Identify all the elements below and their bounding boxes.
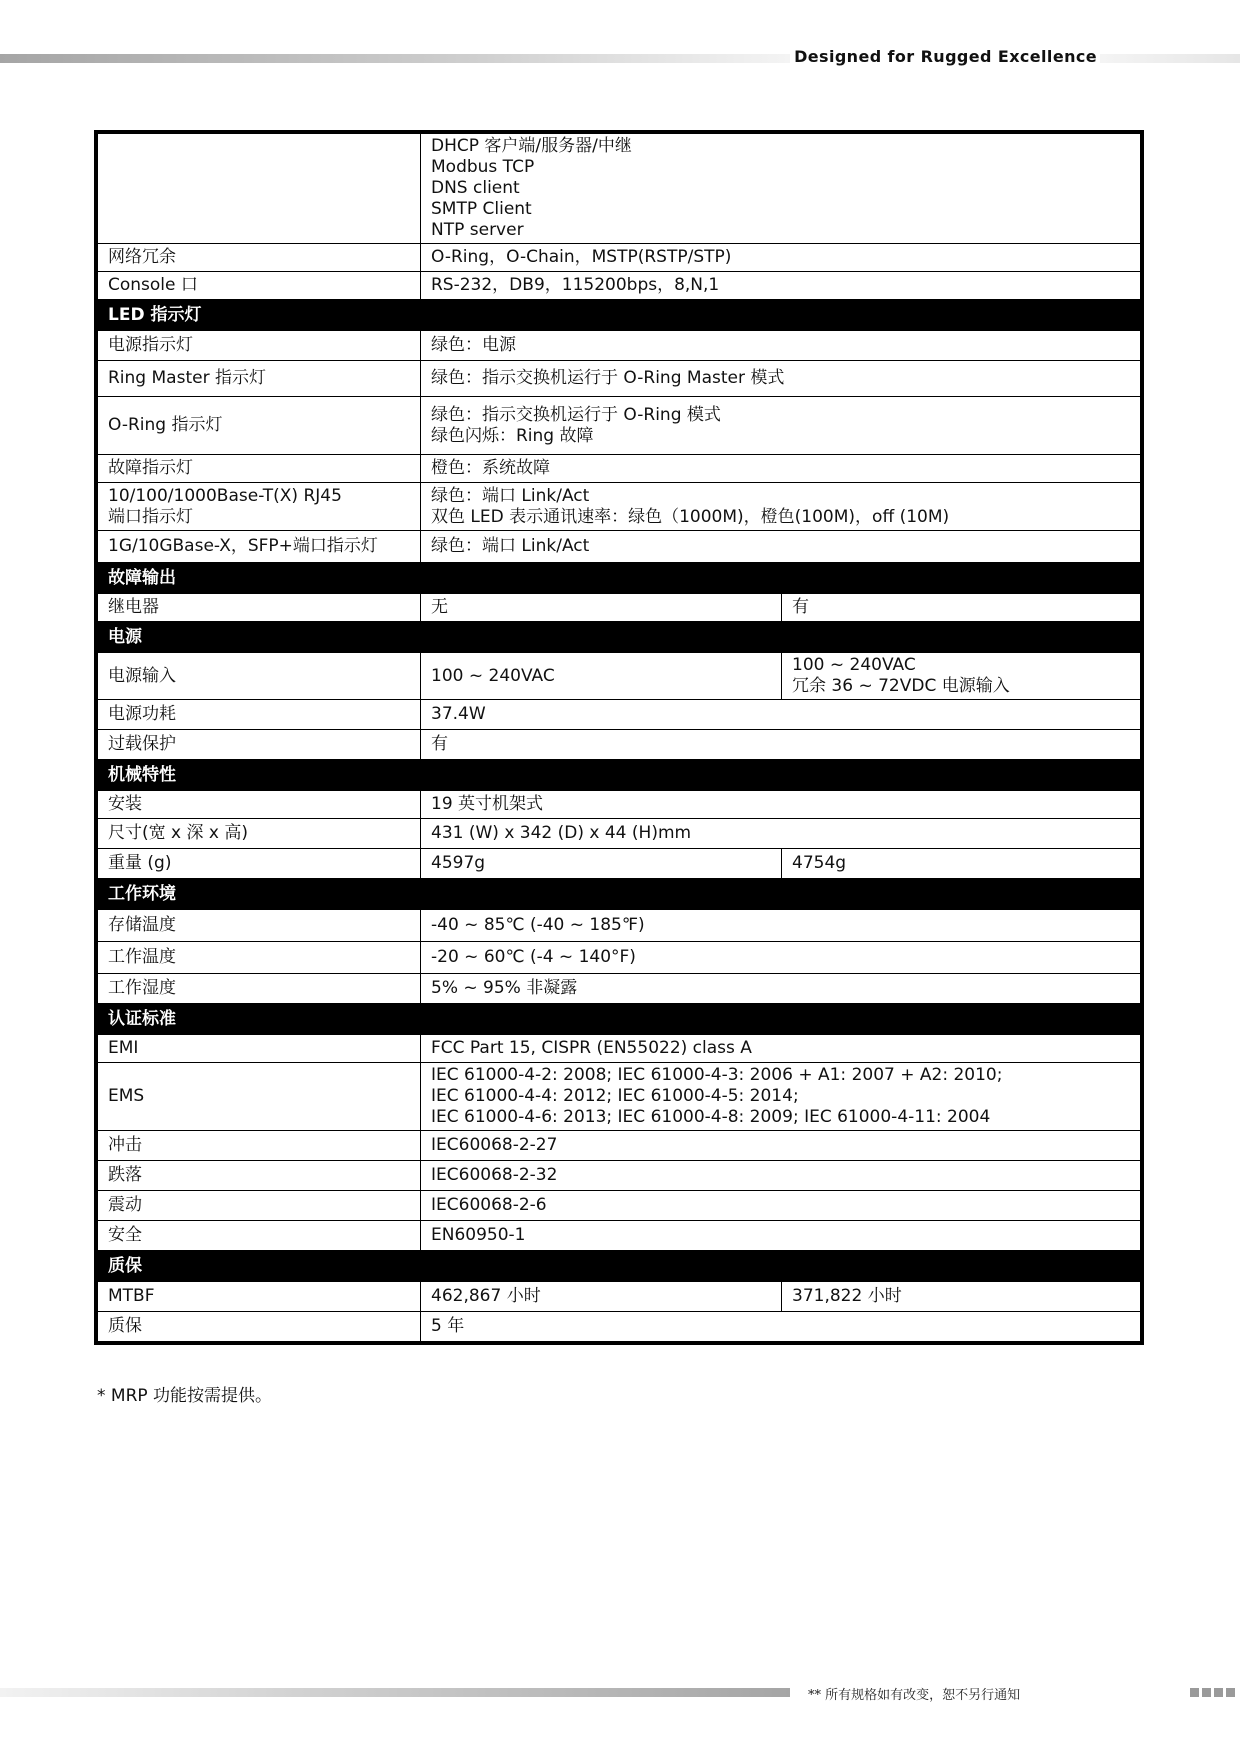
spec-table-frame bbox=[94, 130, 1144, 1345]
row-label: 安装 bbox=[98, 791, 421, 819]
row-value-model-a: 100 ~ 240VAC bbox=[421, 653, 782, 700]
protocols-value-cell bbox=[421, 134, 1141, 244]
page-marker-square bbox=[1214, 1688, 1223, 1697]
value-line: 绿色：端口 Link/Act bbox=[431, 485, 590, 506]
table-row bbox=[98, 653, 1141, 700]
table-row bbox=[98, 1191, 1141, 1221]
row-value: 19 英寸机架式 bbox=[421, 791, 1141, 819]
table-row bbox=[98, 397, 1141, 455]
table-row bbox=[98, 531, 1141, 563]
section-title: 工作环境 bbox=[98, 879, 1141, 910]
protocol-item: DNS client bbox=[431, 178, 520, 198]
row-label: 1G/10GBase-X，SFP+端口指示灯 bbox=[98, 531, 421, 563]
row-label: 跌落 bbox=[98, 1161, 421, 1191]
row-label: MTBF bbox=[98, 1282, 421, 1312]
table-row bbox=[98, 455, 1141, 483]
section-title: 故障输出 bbox=[98, 563, 1141, 594]
row-value: -40 ~ 85℃ (-40 ~ 185℉) bbox=[421, 910, 1141, 942]
label-line: 10/100/1000Base-T(X) RJ45 bbox=[108, 485, 342, 506]
protocol-item: Modbus TCP bbox=[431, 157, 535, 177]
value-line: 绿色闪烁：Ring 故障 bbox=[431, 425, 594, 446]
table-row bbox=[98, 1063, 1141, 1131]
section-header bbox=[98, 1251, 1141, 1282]
row-label: 过载保护 bbox=[98, 730, 421, 760]
protocol-item: DHCP 客户端/服务器/中继 bbox=[431, 136, 632, 156]
section-header bbox=[98, 760, 1141, 791]
row-value: IEC60068-2-32 bbox=[421, 1161, 1141, 1191]
protocol-item: NTP server bbox=[431, 220, 524, 240]
row-label: 尺寸(宽 x 深 x 高) bbox=[98, 819, 421, 849]
row-label: 质保 bbox=[98, 1312, 421, 1342]
row-value bbox=[421, 483, 1141, 531]
row-label: 震动 bbox=[98, 1191, 421, 1221]
page-marker-square bbox=[1190, 1688, 1199, 1697]
section-header bbox=[98, 300, 1141, 331]
table-row bbox=[98, 272, 1141, 300]
table-row bbox=[98, 910, 1141, 942]
footnote: * MRP 功能按需提供。 bbox=[97, 1386, 273, 1406]
row-value-model-b: 371,822 小时 bbox=[782, 1282, 1141, 1312]
table-row bbox=[98, 974, 1141, 1004]
row-label: 安全 bbox=[98, 1221, 421, 1251]
row-value bbox=[421, 1063, 1141, 1131]
row-label: 网络冗余 bbox=[98, 244, 421, 272]
table-row bbox=[98, 730, 1141, 760]
row-value: 431 (W) x 342 (D) x 44 (H)mm bbox=[421, 819, 1141, 849]
table-row bbox=[98, 942, 1141, 974]
table-row bbox=[98, 361, 1141, 397]
section-header bbox=[98, 563, 1141, 594]
row-value: 有 bbox=[421, 730, 1141, 760]
row-value-model-a: 4597g bbox=[421, 849, 782, 879]
value-line: 冗余 36 ~ 72VDC 电源输入 bbox=[792, 676, 1010, 696]
table-row bbox=[98, 594, 1141, 622]
row-label: O-Ring 指示灯 bbox=[98, 397, 421, 455]
table-row bbox=[98, 331, 1141, 361]
page-marker-square bbox=[1202, 1688, 1211, 1697]
header-rule bbox=[0, 54, 790, 63]
page-marker-square bbox=[1226, 1688, 1235, 1697]
row-label: 电源输入 bbox=[98, 653, 421, 700]
row-value: IEC60068-2-27 bbox=[421, 1131, 1141, 1161]
row-label: 继电器 bbox=[98, 594, 421, 622]
row-label: 电源指示灯 bbox=[98, 331, 421, 361]
row-value: 绿色：指示交换机运行于 O-Ring Master 模式 bbox=[421, 361, 1141, 397]
row-value-model-a: 无 bbox=[421, 594, 782, 622]
row-value-model-b bbox=[782, 653, 1141, 700]
row-value: FCC Part 15, CISPR (EN55022) class A bbox=[421, 1035, 1141, 1063]
table-row bbox=[98, 1161, 1141, 1191]
row-value: 5% ~ 95% 非凝露 bbox=[421, 974, 1141, 1004]
row-value: 橙色：系统故障 bbox=[421, 455, 1141, 483]
row-value: RS-232，DB9，115200bps，8,N,1 bbox=[421, 272, 1141, 300]
value-line: IEC 61000-4-2: 2008; IEC 61000-4-3: 2006 + A1: 2007 + A2: 2010; bbox=[431, 1065, 1003, 1085]
row-value bbox=[421, 397, 1141, 455]
section-title: 机械特性 bbox=[98, 760, 1141, 791]
row-value: IEC60068-2-6 bbox=[421, 1191, 1141, 1221]
row-label: 冲击 bbox=[98, 1131, 421, 1161]
row-label: 电源功耗 bbox=[98, 700, 421, 730]
page-marker bbox=[1190, 1688, 1235, 1697]
row-label: EMS bbox=[98, 1063, 421, 1131]
section-title: 质保 bbox=[98, 1251, 1141, 1282]
table-row bbox=[98, 819, 1141, 849]
header-tagline: Designed for Rugged Excellence bbox=[794, 47, 1097, 66]
row-value: 5 年 bbox=[421, 1312, 1141, 1342]
row-value: -20 ~ 60℃ (-4 ~ 140°F) bbox=[421, 942, 1141, 974]
footer-rule bbox=[0, 1688, 790, 1697]
value-line: IEC 61000-4-4: 2012; IEC 61000-4-5: 2014; bbox=[431, 1086, 799, 1106]
protocol-item: SMTP Client bbox=[431, 199, 532, 219]
table-row bbox=[98, 1131, 1141, 1161]
section-header bbox=[98, 622, 1141, 653]
table-row bbox=[98, 791, 1141, 819]
table-row bbox=[98, 134, 1141, 244]
row-label: Ring Master 指示灯 bbox=[98, 361, 421, 397]
footer-disclaimer: ** 所有规格如有改变，恕不另行通知 bbox=[808, 1688, 1021, 1703]
row-value-model-a: 462,867 小时 bbox=[421, 1282, 782, 1312]
row-value-model-b: 有 bbox=[782, 594, 1141, 622]
section-title: LED 指示灯 bbox=[98, 300, 1141, 331]
row-value: 37.4W bbox=[421, 700, 1141, 730]
table-row bbox=[98, 244, 1141, 272]
row-label: 存储温度 bbox=[98, 910, 421, 942]
row-value: 绿色：端口 Link/Act bbox=[421, 531, 1141, 563]
row-label: EMI bbox=[98, 1035, 421, 1063]
section-header bbox=[98, 879, 1141, 910]
table-row bbox=[98, 1035, 1141, 1063]
section-title: 认证标准 bbox=[98, 1004, 1141, 1035]
table-row bbox=[98, 700, 1141, 730]
table-row bbox=[98, 1312, 1141, 1342]
row-label: 工作湿度 bbox=[98, 974, 421, 1004]
label-line: 端口指示灯 bbox=[108, 506, 193, 527]
row-label: 重量 (g) bbox=[98, 849, 421, 879]
header-rule-right bbox=[1100, 54, 1240, 63]
table-row bbox=[98, 1282, 1141, 1312]
protocols-label-cell bbox=[98, 134, 421, 244]
row-label: 故障指示灯 bbox=[98, 455, 421, 483]
row-value-model-b: 4754g bbox=[782, 849, 1141, 879]
value-line: 双色 LED 表示通讯速率：绿色（1000M)，橙色(100M)，off (10M) bbox=[431, 506, 950, 527]
table-row bbox=[98, 483, 1141, 531]
table-row bbox=[98, 1221, 1141, 1251]
spec-table bbox=[97, 133, 1141, 1342]
row-value: 绿色：电源 bbox=[421, 331, 1141, 361]
section-header bbox=[98, 1004, 1141, 1035]
row-label bbox=[98, 483, 421, 531]
value-line: 100 ~ 240VAC bbox=[792, 655, 916, 675]
value-line: IEC 61000-4-6: 2013; IEC 61000-4-8: 2009; IEC 61000-4-11: 2004 bbox=[431, 1107, 991, 1127]
row-label: 工作温度 bbox=[98, 942, 421, 974]
table-row bbox=[98, 849, 1141, 879]
section-title: 电源 bbox=[98, 622, 1141, 653]
row-value: O-Ring，O-Chain，MSTP(RSTP/STP) bbox=[421, 244, 1141, 272]
row-label: Console 口 bbox=[98, 272, 421, 300]
row-value: EN60950-1 bbox=[421, 1221, 1141, 1251]
value-line: 绿色：指示交换机运行于 O-Ring 模式 bbox=[431, 404, 721, 425]
